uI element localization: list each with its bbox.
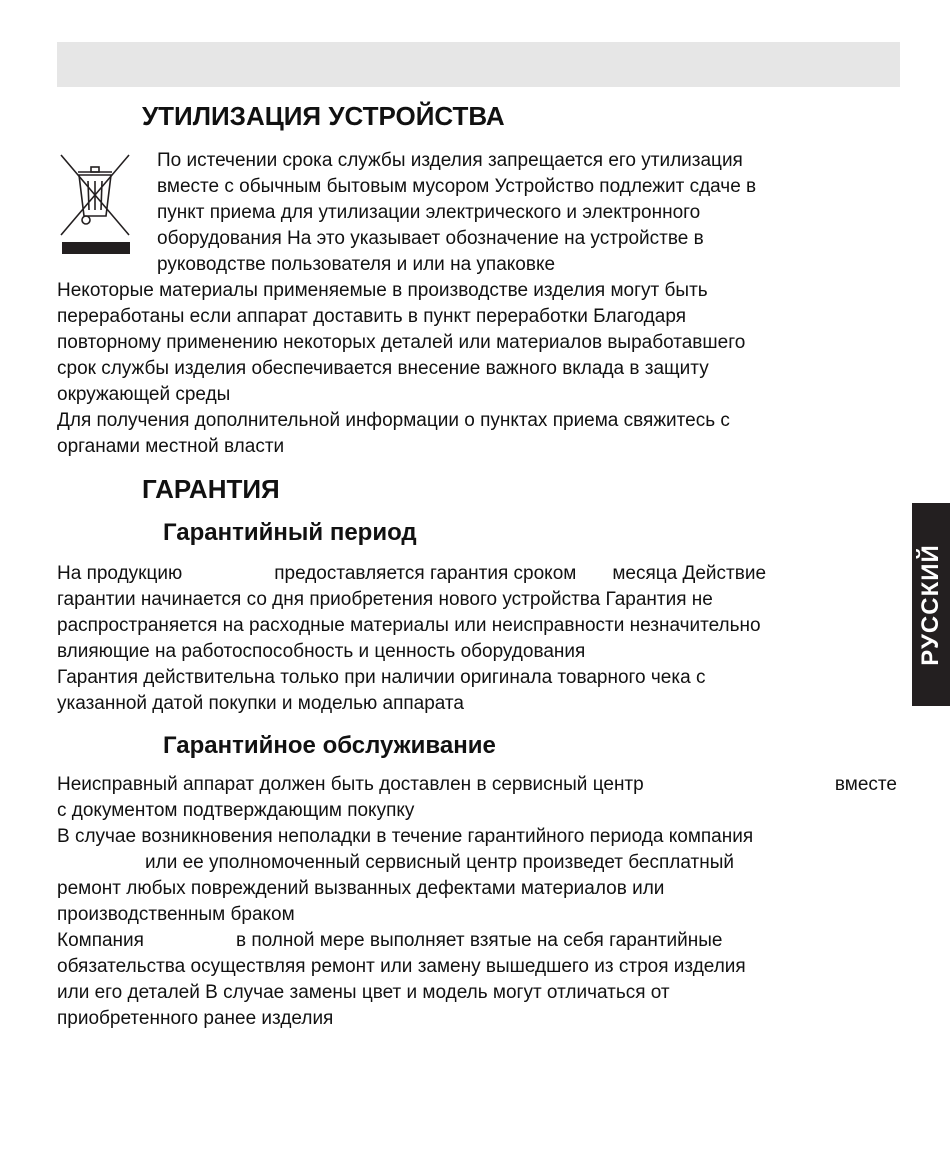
text-fragment: предоставляется гарантия сроком xyxy=(274,563,577,584)
text-line: В случае возникновения неполадки в течение гарантийного периода компания xyxy=(57,826,754,847)
text-line: повторному применению некоторых деталей или материалов выработавшего xyxy=(57,332,746,353)
warranty-service-paragraph xyxy=(57,772,897,1032)
text-line: или его деталей В случае замены цвет и модель могут отличаться от xyxy=(57,982,670,1003)
text-line: указанной датой покупки и моделью аппарата xyxy=(57,693,464,714)
text-line: производственным браком xyxy=(57,904,295,925)
header-bar xyxy=(57,42,900,87)
text-fragment: в полной мере выполняет взятые на себя гарантийные xyxy=(235,930,723,951)
language-tab-label: РУССКИЙ xyxy=(917,543,944,666)
text-line: с документом подтверждающим покупку xyxy=(57,800,415,821)
text-line: Некоторые материалы применяемые в производстве изделия могут быть xyxy=(57,280,708,301)
text-line: распространяется на расходные материалы или неисправности незначительно xyxy=(57,615,761,636)
disposal-recycle-paragraph xyxy=(57,278,745,460)
disposal-intro-paragraph xyxy=(157,148,756,278)
warranty-service-title: Гарантийное обслуживание xyxy=(163,732,496,759)
text-line: Гарантия действительна только при наличии оригинала товарного чека с xyxy=(57,667,706,688)
text-line: По истечении срока службы изделия запрещается его утилизация xyxy=(157,150,743,171)
text-line: переработаны если аппарат доставить в пункт переработки Благодаря xyxy=(57,306,686,327)
text-line: вместе с обычным бытовым мусором Устройство подлежит сдаче в xyxy=(157,176,757,197)
text-line: влияющие на работоспособность и ценность оборудования xyxy=(57,641,586,662)
text-line: ремонт любых повреждений вызванных дефектами материалов или xyxy=(57,878,665,899)
text-fragment: месяца Действие xyxy=(612,563,767,584)
warranty-period-title: Гарантийный период xyxy=(163,519,417,546)
text-line: срок службы изделия обеспечивается внесение важного вклада в защиту xyxy=(57,358,709,379)
text-fragment: На продукцию xyxy=(57,563,183,584)
text-line: Для получения дополнительной информации о пунктах приема свяжитесь с xyxy=(57,410,730,431)
text-line: обязательства осуществляя ремонт или замену вышедшего из строя изделия xyxy=(57,956,746,977)
crossed-out-wheelie-bin-icon xyxy=(58,152,132,256)
text-fragment: вместе xyxy=(834,774,897,795)
disposal-title: УТИЛИЗАЦИЯ УСТРОЙСТВА xyxy=(142,101,505,131)
warranty-period-paragraph xyxy=(57,561,766,717)
text-line: окружающей среды xyxy=(57,384,231,405)
text-line: гарантии начинается со дня приобретения нового устройства Гарантия не xyxy=(57,589,713,610)
warranty-title: ГАРАНТИЯ xyxy=(142,474,280,504)
text-line: оборудования На это указывает обозначение на устройстве в xyxy=(157,228,704,249)
text-line: органами местной власти xyxy=(57,436,285,457)
text-line: руководстве пользователя и или на упаковке xyxy=(157,254,556,275)
text-line: пункт приема для утилизации электрического и электронного xyxy=(157,202,701,223)
text-line: приобретенного ранее изделия xyxy=(57,1008,334,1029)
language-tab xyxy=(912,503,950,706)
text-fragment: Компания xyxy=(57,930,144,951)
text-fragment: или ее уполномоченный сервисный центр произведет бесплатный xyxy=(145,852,734,873)
text-fragment: Неисправный аппарат должен быть доставлен в сервисный центр xyxy=(57,774,644,795)
